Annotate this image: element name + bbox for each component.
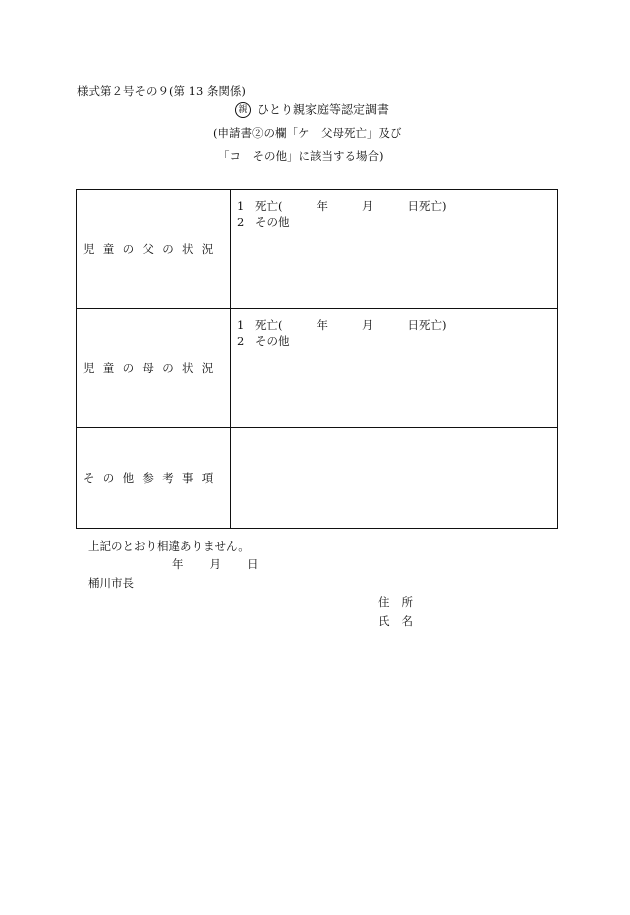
subtitle-line-1: (申請書②の欄「ケ 父母死亡」及び — [213, 126, 402, 140]
other-notes-label-cell — [77, 428, 231, 529]
day-unit: 日死亡) — [407, 199, 447, 213]
mother-option-other — [237, 333, 557, 349]
mother-status-label-cell — [77, 309, 231, 428]
father-status-field[interactable] — [231, 190, 558, 309]
option-text: その他 — [255, 334, 290, 348]
address-label — [378, 597, 413, 609]
mother-status-label: 児童の母の状況 — [83, 361, 222, 375]
address-label-char-2: 所 — [401, 595, 413, 609]
mother-option-death — [237, 317, 557, 333]
other-notes-row — [77, 428, 558, 529]
father-status-row — [77, 190, 558, 309]
option-number: 1 — [237, 199, 245, 213]
title-text: ひとり親家庭等認定調書 — [257, 102, 390, 117]
declaration-statement: 上記のとおり相違ありません。 — [88, 539, 250, 553]
year-unit: 年 — [316, 318, 328, 332]
other-notes-field[interactable] — [231, 428, 558, 529]
date-month-unit: 月 — [209, 557, 221, 571]
option-text: 死亡( — [255, 199, 283, 213]
father-status-label-cell — [77, 190, 231, 309]
date-day-unit: 日 — [247, 557, 259, 571]
date-year-unit: 年 — [172, 557, 184, 571]
form-number: 様式第２号その９(第 13 条関係) — [77, 84, 246, 98]
father-option-death — [237, 198, 557, 214]
name-label-char-1: 氏 — [378, 614, 390, 628]
circled-oya-mark: 親 — [235, 102, 251, 118]
mother-status-row — [77, 309, 558, 428]
option-number: 2 — [237, 334, 245, 348]
father-status-label: 児童の父の状況 — [83, 242, 222, 256]
mother-status-options — [231, 309, 557, 349]
other-notes-label: その他参考事項 — [83, 471, 222, 485]
day-unit: 日死亡) — [407, 318, 447, 332]
subtitle-line-2: 「コ その他」に該当する場合) — [218, 149, 384, 163]
option-number: 1 — [237, 318, 245, 332]
year-unit: 年 — [316, 199, 328, 213]
option-text: 死亡( — [255, 318, 283, 332]
address-label-char-1: 住 — [378, 595, 390, 609]
father-status-options — [231, 190, 557, 230]
certification-table — [76, 189, 558, 529]
name-label — [378, 616, 413, 628]
father-option-other — [237, 214, 557, 230]
date-line — [172, 559, 259, 571]
document-title — [235, 102, 389, 118]
month-unit: 月 — [362, 199, 374, 213]
mother-status-field[interactable] — [231, 309, 558, 428]
option-number: 2 — [237, 215, 245, 229]
option-text: その他 — [255, 215, 290, 229]
name-label-char-2: 名 — [401, 614, 413, 628]
addressee: 桶川市長 — [88, 576, 134, 590]
month-unit: 月 — [362, 318, 374, 332]
